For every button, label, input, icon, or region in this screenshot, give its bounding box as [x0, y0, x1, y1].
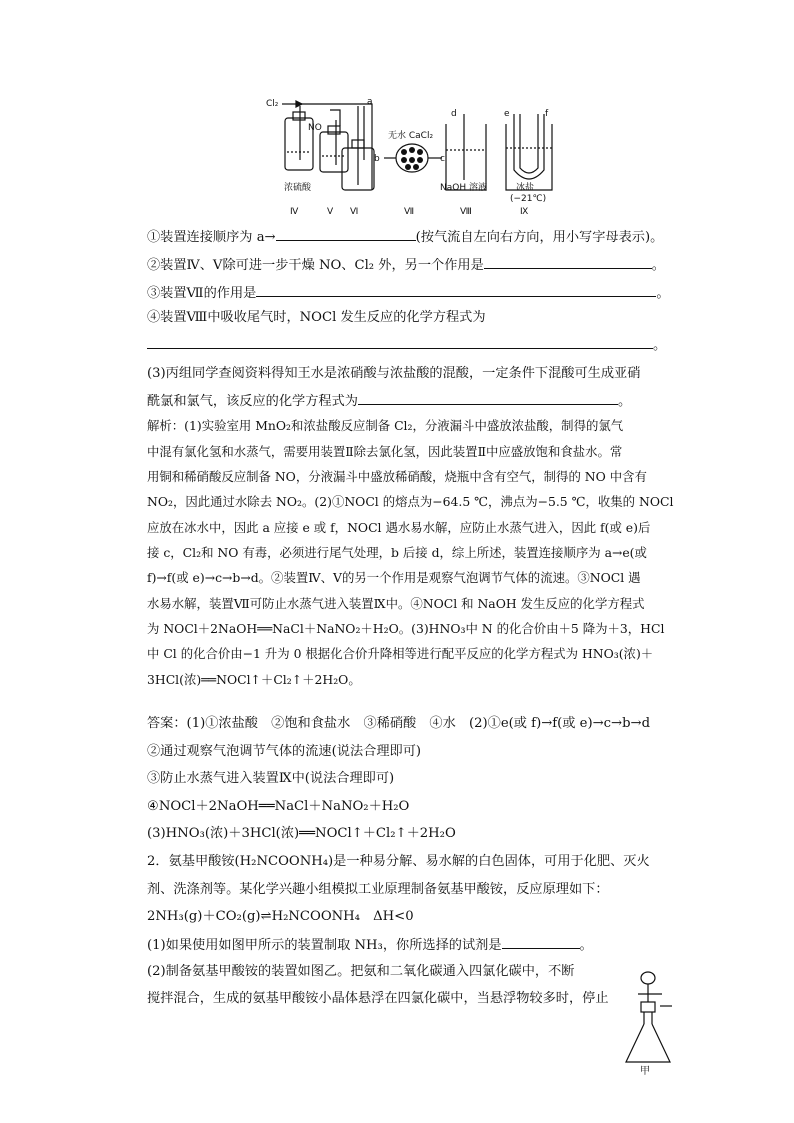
analysis-line: 接 c，Cl₂和 NO 有毒，必须进行尾气处理，b 后接 d，综上所述，装置连接顺序为 a→e(或	[147, 545, 647, 560]
label-ice: 冰盐	[516, 183, 535, 193]
label-viii: Ⅷ	[460, 207, 472, 217]
analysis-line: 为 NOCl＋2NaOH══NaCl＋NaNO₂＋H₂O。(3)HNO₃中 N 的化合价由＋5 降为＋3，HCl	[147, 621, 665, 636]
analysis-line: NO₂，因此通过水除去 NO₂。(2)①NOCl 的熔点为−64.5 ℃，沸点为−5.5 ℃，收集的 NOCl	[147, 494, 674, 509]
problem-2-q2-line-1: (2)制备氨基甲酸铵的装置如图乙。把氨和二氧化碳通入四氯化碳中，不断	[147, 964, 575, 979]
problem-2-q1: (1)如果使用如图甲所示的装置制取 NH₃，你所选择的试剂是 。	[147, 934, 593, 956]
label-ix: Ⅸ	[520, 207, 529, 217]
label-cl2: Cl₂	[266, 99, 279, 109]
answer-blank[interactable]	[147, 334, 653, 349]
label-c: c	[440, 154, 445, 164]
problem-2-line-1: 2．氨基甲酸铵(H₂NCOONH₄)是一种易分解、易水解的白色固体，可用于化肥、灭火	[147, 854, 650, 869]
analysis-line: f)→f(或 e)→c→b→d。②装置Ⅳ、Ⅴ的另一个作用是观察气泡调节气体的流速。③NOCl 遇	[147, 570, 641, 585]
question-4: ④装置Ⅷ中吸收尾气时，NOCl 发生反应的化学方程式为	[147, 310, 486, 325]
analysis-line: 用铜和稀硝酸反应制备 NO，分液漏斗中盛放稀硝酸，烧瓶中含有空气，制得的 NO 中含有	[147, 469, 647, 484]
answer-blank[interactable]	[256, 282, 656, 297]
label-no: NO	[308, 123, 322, 133]
question-3: ③装置Ⅶ的作用是 。	[147, 282, 670, 304]
answer-blank[interactable]	[276, 226, 416, 241]
problem-2-line-2: 剂、洗涤剂等。某化学兴趣小组模拟工业原理制备氨基甲酸铵，反应原理如下：	[147, 882, 609, 897]
answer-blank[interactable]	[358, 390, 618, 405]
label-a: a	[367, 97, 373, 107]
answer-line: ④NOCl＋2NaOH══NaCl＋NaNO₂＋H₂O	[147, 799, 410, 814]
answer-blank[interactable]	[502, 934, 580, 949]
label-vii: Ⅶ	[404, 207, 415, 217]
label-h2so4: 浓硫酸	[284, 183, 312, 193]
flask-figure	[616, 966, 676, 1076]
analysis-line: 3HCl(浓)══NOCl↑＋Cl₂↑＋2H₂O。	[147, 672, 361, 687]
question-4-blank: 。	[147, 334, 666, 356]
question-2: ②装置Ⅳ、Ⅴ除可进一步干燥 NO、Cl₂ 外，另一个作用是 。	[147, 254, 665, 276]
analysis-line: 中混有氯化氢和水蒸气，需要用装置Ⅱ除去氯化氢，因此装置Ⅱ中应盛放饱和食盐水。常	[147, 444, 623, 459]
question-5-line-2: 酰氯和氯气，该反应的化学方程式为 。	[147, 390, 631, 412]
label-d: d	[451, 109, 457, 119]
question-1: ①装置连接顺序为 a→ (按气流自左向右方向，用小写字母表示)。	[147, 226, 663, 248]
answer-line: ②通过观察气泡调节气体的流速(说法合理即可)	[147, 744, 422, 759]
label-e: e	[504, 109, 510, 119]
label-f: f	[545, 109, 549, 119]
label-vi: Ⅵ	[350, 207, 359, 217]
analysis-line: 解析：(1)实验室用 MnO₂和浓盐酸反应制备 Cl₂，分液漏斗中盛放浓盐酸，制得的氯气	[147, 418, 624, 433]
analysis-line: 中 Cl 的化合价由−1 升为 0 根据化合价升降相等进行配平反应的化学方程式为 HNO₃(浓)＋	[147, 646, 654, 661]
label-v: Ⅴ	[327, 207, 334, 217]
label-naoh: NaOH 溶液	[440, 183, 487, 193]
label-temp: (−21℃)	[510, 194, 547, 204]
analysis-line: 水易水解，装置Ⅶ可防止水蒸气进入装置Ⅸ中。④NOCl 和 NaOH 发生反应的化学方程式	[147, 596, 645, 611]
answer-line: 答案：(1)①浓盐酸 ②饱和食盐水 ③稀硝酸 ④水 (2)①e(或 f)→f(或 e)→c→b→d	[147, 716, 651, 731]
label-b: b	[374, 154, 380, 164]
apparatus-figure	[0, 0, 794, 230]
figure-label: 甲	[640, 1066, 650, 1076]
problem-2-q2-line-2: 搅拌混合，生成的氨基甲酸铵小晶体悬浮在四氯化碳中，当悬浮物较多时，停止	[147, 991, 609, 1006]
label-iv: Ⅳ	[290, 207, 299, 217]
answer-blank[interactable]	[484, 254, 652, 269]
question-5-line-1: (3)丙组同学查阅资料得知王水是浓硝酸与浓盐酸的混酸，一定条件下混酸可生成亚硝	[147, 366, 641, 381]
answer-line: ③防止水蒸气进入装置Ⅸ中(说法合理即可)	[147, 771, 395, 786]
analysis-line: 应放在冰水中，因此 a 应接 e 或 f，NOCl 遇水易水解，应防止水蒸气进入，因此 f(或 e)后	[147, 520, 651, 535]
label-cacl2: 无水 CaCl₂	[388, 131, 434, 141]
reaction-equation: 2NH₃(g)＋CO₂(g)⇌H₂NCOONH₄ ΔH<0	[147, 909, 414, 924]
answer-line: (3)HNO₃(浓)＋3HCl(浓)══NOCl↑＋Cl₂↑＋2H₂O	[147, 826, 456, 841]
